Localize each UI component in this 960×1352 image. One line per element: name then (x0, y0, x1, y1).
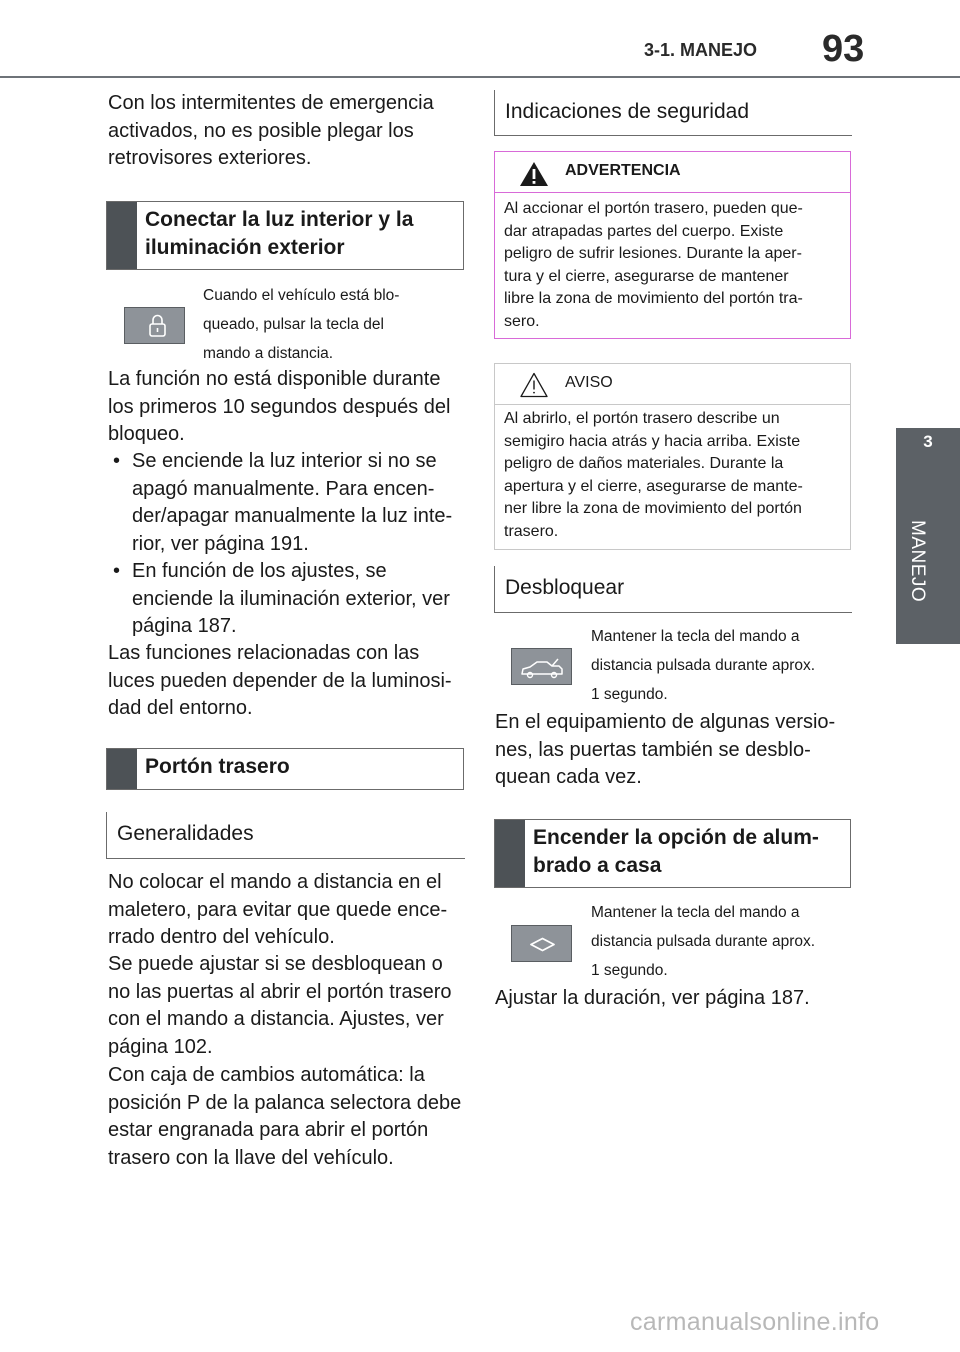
section-heading-text (533, 824, 842, 880)
text-line: enciende la iluminación exterior, ver (132, 587, 450, 610)
text-line: peligro de daños materiales. Durante la (504, 455, 784, 472)
caution-triangle-icon (520, 372, 548, 398)
warning-header (495, 152, 850, 193)
text-line: los primeros 10 segundos después del (108, 395, 451, 418)
chapter-tab-label (906, 520, 936, 610)
headlight-button-icon (511, 925, 572, 962)
duration-paragraph (495, 985, 855, 1013)
home-light-icon (512, 926, 573, 963)
text-line: retrovisores exteriores. (108, 147, 312, 169)
text-line: Las funciones relacionadas con las (108, 642, 420, 664)
bullet-marker: • (113, 450, 121, 472)
text-line: La función no está disponible durante (108, 368, 441, 390)
padlock-icon (125, 308, 186, 345)
subheading-rule (495, 135, 852, 137)
text-line: Al accionar el portón trasero, pueden que- (504, 200, 803, 217)
warning-title: ADVERTENCIA (565, 162, 681, 179)
text-line: bloqueo. (108, 423, 185, 445)
text-line: estar engranada para abrir el portón (108, 1119, 429, 1141)
text-line: apertura y el cierre, asegurarse de mante- (504, 477, 803, 495)
lock-button-icon (124, 307, 185, 344)
watermark: carmanualsonline.info (630, 1308, 880, 1336)
intro-paragraph (108, 90, 468, 173)
light-dependency-paragraph (108, 640, 468, 723)
text-line: Con los intermitentes de emergencia (108, 92, 434, 114)
header-divider (0, 76, 960, 78)
text-line: sero. (504, 312, 540, 330)
text-line: tura y el cierre, asegurarse de mantener (504, 267, 789, 285)
bullet-item-exterior-light (108, 558, 468, 641)
text-line: con el mando a distancia. Ajustes, ver (108, 1008, 444, 1030)
subheading-text: Indicaciones de seguridad (505, 100, 750, 123)
page-number: 93 (822, 28, 865, 70)
bullet-marker: • (113, 560, 121, 582)
subheading-unlock (494, 566, 852, 613)
subheading-text: Generalidades (117, 822, 254, 845)
warning-triangle-icon (519, 161, 549, 187)
warning-box (494, 151, 851, 339)
subheading-safety (494, 90, 852, 136)
section-heading-tailgate (106, 748, 464, 790)
notice-text (504, 408, 842, 543)
text-line: der/apagar manualmente la luz inte- (132, 505, 453, 527)
text-line: queado, pulsar la tecla del (203, 316, 384, 333)
running-header-section: 3-1. MANEJO (644, 40, 758, 60)
section-heading-text (145, 206, 455, 262)
text-line: nes, las puertas también se desblo- (495, 738, 811, 761)
text-line: Se puede ajustar si se desbloquean o (108, 953, 443, 975)
text-line: no las puertas al abrir el portón trasero (108, 980, 452, 1003)
text-line: peligro de sufrir lesiones. Durante la aper- (504, 245, 802, 262)
subheading-rule (107, 858, 465, 860)
automatic-transmission-paragraph (108, 1062, 468, 1172)
text-line: Mantener la tecla del mando a (591, 628, 800, 645)
text-line: Conectar la luz interior y la (145, 208, 414, 231)
remote-placement-paragraph (108, 869, 468, 952)
text-line: trasero con la llave del vehículo. (108, 1146, 394, 1169)
section-heading-follow-me-home (494, 819, 851, 888)
unlock-setting-paragraph (108, 951, 468, 1061)
text-line: distancia pulsada durante aprox. (591, 657, 816, 674)
subheading-rule (495, 612, 852, 614)
trunk-button-icon (511, 648, 572, 685)
text-line: libre la zona de movimiento del portón tra- (504, 290, 803, 307)
bullet-item-interior-light (108, 448, 468, 558)
text-line: maletero, para evitar que quede ence- (108, 898, 448, 921)
section-heading-tab (495, 820, 525, 887)
subheading-text: Desbloquear (505, 576, 625, 599)
text-line: Al abrirlo, el portón trasero describe un (504, 410, 780, 427)
notice-header (495, 364, 850, 405)
availability-paragraph (108, 366, 468, 449)
chapter-tab-label-text: MANEJO (907, 520, 928, 603)
lock-caption (203, 281, 463, 368)
home-light-caption (591, 898, 856, 985)
text-line: mando a distancia. (203, 345, 334, 362)
trunk-caption (591, 622, 856, 709)
text-line: dad del entorno. (108, 697, 253, 719)
text-line: página 102. (108, 1035, 213, 1058)
text-line: apagó manualmente. Para encen- (132, 477, 435, 500)
text-line: semigiro hacia atrás y hacia arriba. Existe (504, 432, 801, 450)
text-line: Cuando el vehículo está blo- (203, 287, 400, 304)
text-line: dar atrapadas partes del cuerpo. Existe (504, 222, 784, 240)
text-line: 1 segundo. (591, 686, 668, 703)
text-line: Se enciende la luz interior si no se (132, 450, 437, 472)
text-line: En el equipamiento de algunas versio- (495, 711, 836, 733)
subheading-general (106, 812, 465, 859)
chapter-tab-number: 3 (923, 432, 933, 451)
text-line: Mantener la tecla del mando a (591, 904, 800, 921)
notice-title: AVISO (565, 374, 613, 391)
text-line: quean cada vez. (495, 766, 642, 788)
text-line: En función de los ajustes, se (132, 560, 387, 582)
text-line: posición P de la palanca selectora debe (108, 1091, 462, 1114)
text-line: Ajustar la duración, ver página 187. (495, 987, 810, 1009)
text-line: 1 segundo. (591, 962, 668, 979)
warning-text (504, 198, 842, 333)
notice-box (494, 363, 851, 550)
text-line: rior, ver página 191. (132, 532, 309, 555)
text-line: No colocar el mando a distancia en el (108, 871, 442, 893)
text-line: iluminación exterior (145, 236, 345, 259)
text-line: Encender la opción de alum- (533, 826, 819, 849)
text-line: brado a casa (533, 854, 662, 877)
car-trunk-icon (512, 649, 573, 686)
text-line: rrado dentro del vehículo. (108, 926, 335, 948)
text-line: activados, no es posible plegar los (108, 119, 414, 142)
unlock-paragraph (495, 709, 855, 792)
text-line: trasero. (504, 522, 559, 540)
text-line: página 187. (132, 615, 237, 637)
section-heading-interior-light (106, 201, 464, 270)
text-line: Con caja de cambios automática: la (108, 1064, 425, 1086)
section-heading-tab (107, 749, 137, 789)
text-line: ner libre la zona de movimiento del portón (504, 500, 802, 517)
text-line: distancia pulsada durante aprox. (591, 933, 816, 950)
section-heading-tab (107, 202, 137, 269)
text-line: luces pueden depender de la luminosi- (108, 669, 452, 692)
section-heading-text: Portón trasero (145, 755, 290, 778)
